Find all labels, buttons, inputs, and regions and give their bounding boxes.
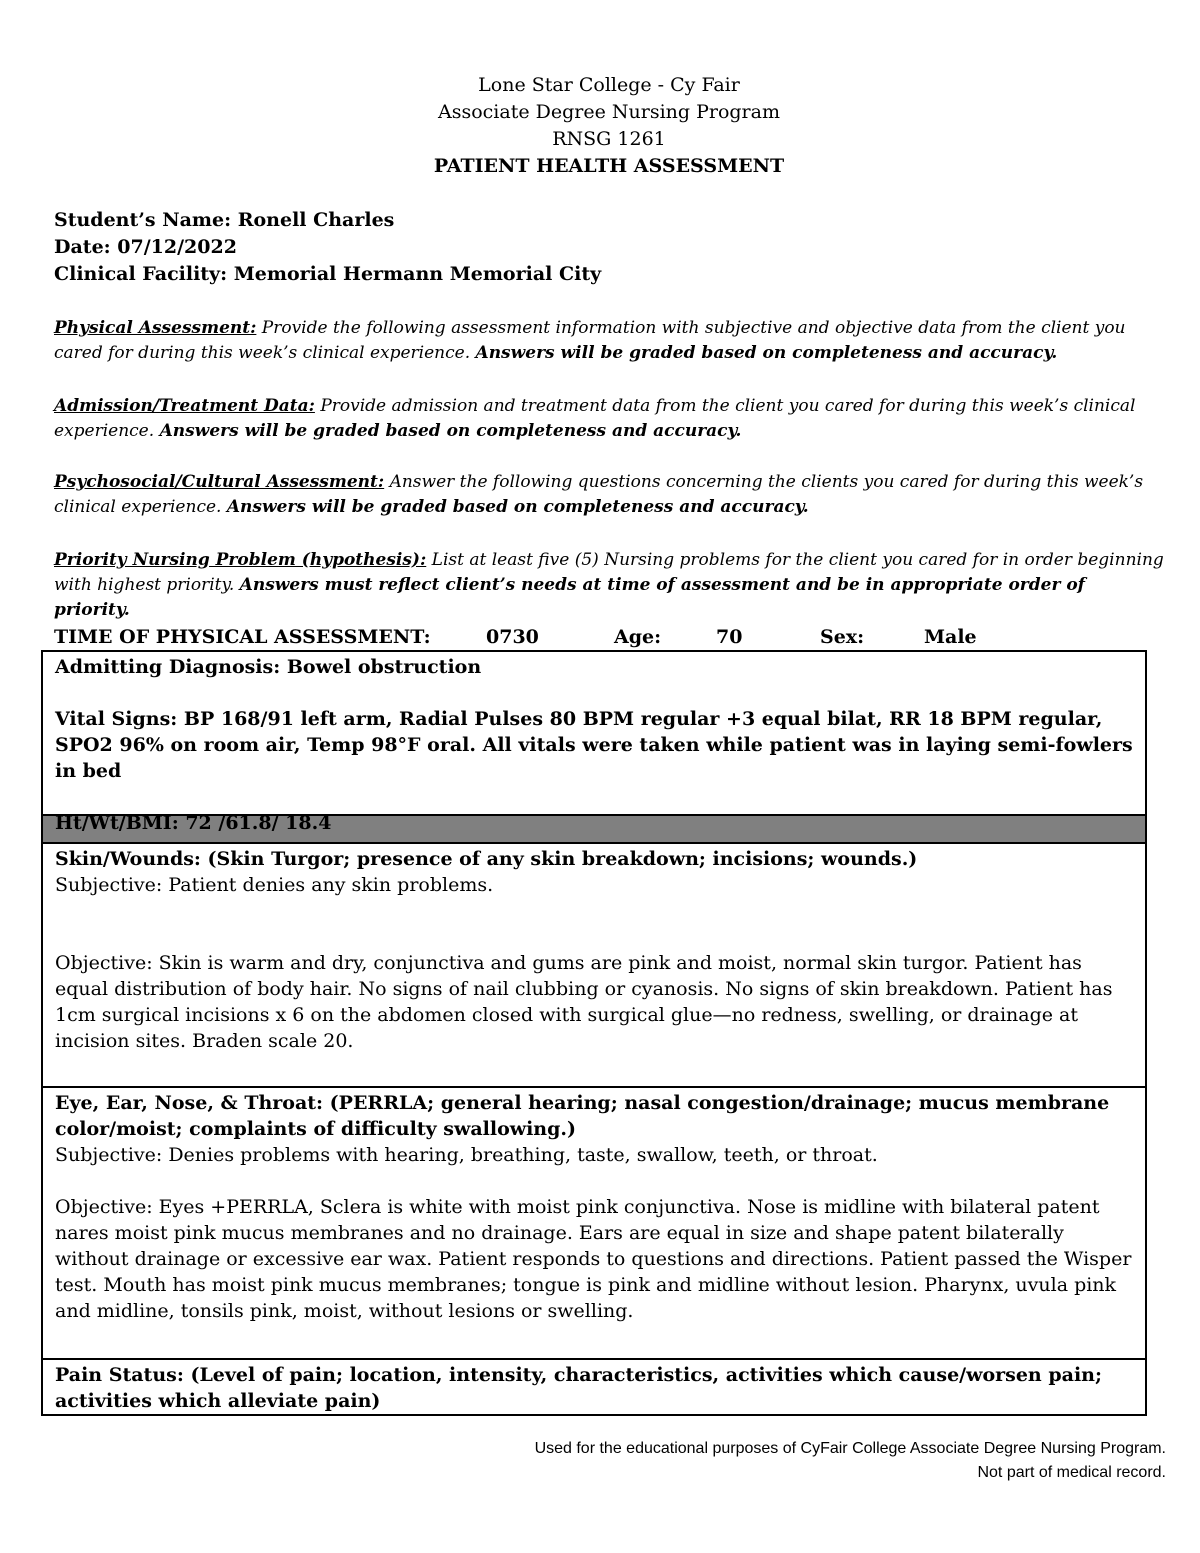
instruction-emphasis: Answers will be graded based on completeness and accuracy. (475, 343, 1058, 363)
footer-line-2: Not part of medical record. (977, 1464, 1166, 1481)
course-code: RNSG 1261 (552, 128, 666, 150)
assessment-table (41, 650, 1147, 1416)
pain-heading: Pain Status: (Level of pain; location, intensity, characteristics, activities which cause/worsen pain; activities which alleviate pain) (55, 1364, 1102, 1412)
sex-label: Sex: (820, 626, 865, 648)
instruction-label: Priority Nursing Problem (hypothesis): (54, 550, 427, 570)
skin-subjective: Subjective: Patient denies any skin problems. (55, 874, 494, 896)
instruction-text: Answer the following questions concerning the clients you cared for during this week’s clinical experience. (54, 472, 1144, 517)
skin-wounds-cell (43, 842, 1145, 1086)
student-name: Student’s Name: Ronell Charles (54, 209, 395, 231)
instruction-text: Provide the following assessment information with subjective and objective data from the client you cared for during this week’s clinical experience. (54, 318, 1126, 363)
instruction-emphasis: Answers will be graded based on completeness and accuracy. (226, 497, 809, 517)
eent-heading: Eye, Ear, Nose, & Throat: (PERRLA; general hearing; nasal congestion/drainage; mucus membrane color/moist; complaints of difficulty swallowing.) (55, 1092, 1110, 1140)
pain-status-cell (43, 1358, 1145, 1414)
eent-objective: Objective: Eyes +PERRLA, Sclera is white with moist pink conjunctiva. Nose is midline with bilateral patent nares moist pink mucus membranes and no drainage. Ears are equal in size and shape patent bilaterally without drainage or excessive ear wax. Patient responds to questions and directions. Patient passed the Wisper test. Mouth has moist pink mucus membranes; tongue is pink and midline without lesion. Pharynx, uvula pink and midline, tonsils pink, moist, without lesions or swelling. (55, 1196, 1132, 1322)
admitting-diagnosis: Admitting Diagnosis: Bowel obstruction (55, 656, 482, 678)
document-footer (535, 1437, 1166, 1485)
instruction-label: Psychosocial/Cultural Assessment: (54, 472, 385, 492)
skin-heading: Skin/Wounds: (Skin Turgor; presence of any skin breakdown; incisions; wounds.) (55, 848, 918, 870)
assessment-date: Date: 07/12/2022 (54, 236, 237, 258)
program-name: Associate Degree Nursing Program (438, 101, 780, 123)
time-value: 0730 (486, 626, 539, 648)
vital-signs: Vital Signs: BP 168/91 left arm, Radial Pulses 80 BPM regular +3 equal bilat, RR 18 BPM regular, SPO2 96% on room air, Temp 98°F oral. All vitals were taken while patient was in laying semi-fowlers in bed (55, 708, 1133, 782)
instruction-priority-problem (54, 548, 1164, 623)
ht-wt-bmi: Ht/Wt/BMI: 72 /61.8/ 18.4 (55, 812, 332, 834)
student-info (54, 207, 601, 288)
instruction-text: List at least five (5) Nursing problems for the client you cared for in order beginning with highest priority. (54, 550, 1164, 595)
instruction-text: Provide admission and treatment data from the client you cared for during this week’s clinical experience. (54, 396, 1136, 441)
admission-cell (43, 652, 1145, 834)
skin-objective: Objective: Skin is warm and dry, conjunctiva and gums are pink and moist, normal skin turgor. Patient has equal distribution of body hair. No signs of nail clubbing or cyanosis. No signs of skin breakdown. Patient has 1cm surgical incisions x 6 on the abdomen closed with surgical glue—no redness, swelling, or drainage at incision sites. Braden scale 20. (55, 952, 1113, 1052)
sex-value: Male (924, 626, 977, 648)
instruction-label: Physical Assessment: (54, 318, 257, 338)
age-value: 70 (716, 626, 743, 648)
instruction-emphasis: Answers must reflect client’s needs at time of assessment and be in appropriate order of priority. (54, 575, 1085, 620)
clinical-facility: Clinical Facility: Memorial Hermann Memorial City (54, 263, 602, 285)
time-label: TIME OF PHYSICAL ASSESSMENT: (54, 626, 431, 648)
document-title: PATIENT HEALTH ASSESSMENT (433, 155, 785, 177)
instruction-psychosocial (54, 470, 1164, 520)
age-label: Age: (614, 626, 662, 648)
instruction-emphasis: Answers will be graded based on completeness and accuracy. (159, 421, 742, 441)
instruction-label: Admission/Treatment Data: (54, 396, 315, 416)
document-header (0, 72, 1200, 180)
instruction-admission-treatment (54, 394, 1164, 444)
instruction-physical-assessment (54, 316, 1164, 366)
footer-line-1: Used for the educational purposes of CyFair College Associate Degree Nursing Program. (534, 1440, 1166, 1457)
eent-subjective: Subjective: Denies problems with hearing, breathing, taste, swallow, teeth, or throat. (55, 1144, 878, 1166)
eent-cell (43, 1086, 1145, 1358)
college-name: Lone Star College - Cy Fair (478, 74, 740, 96)
